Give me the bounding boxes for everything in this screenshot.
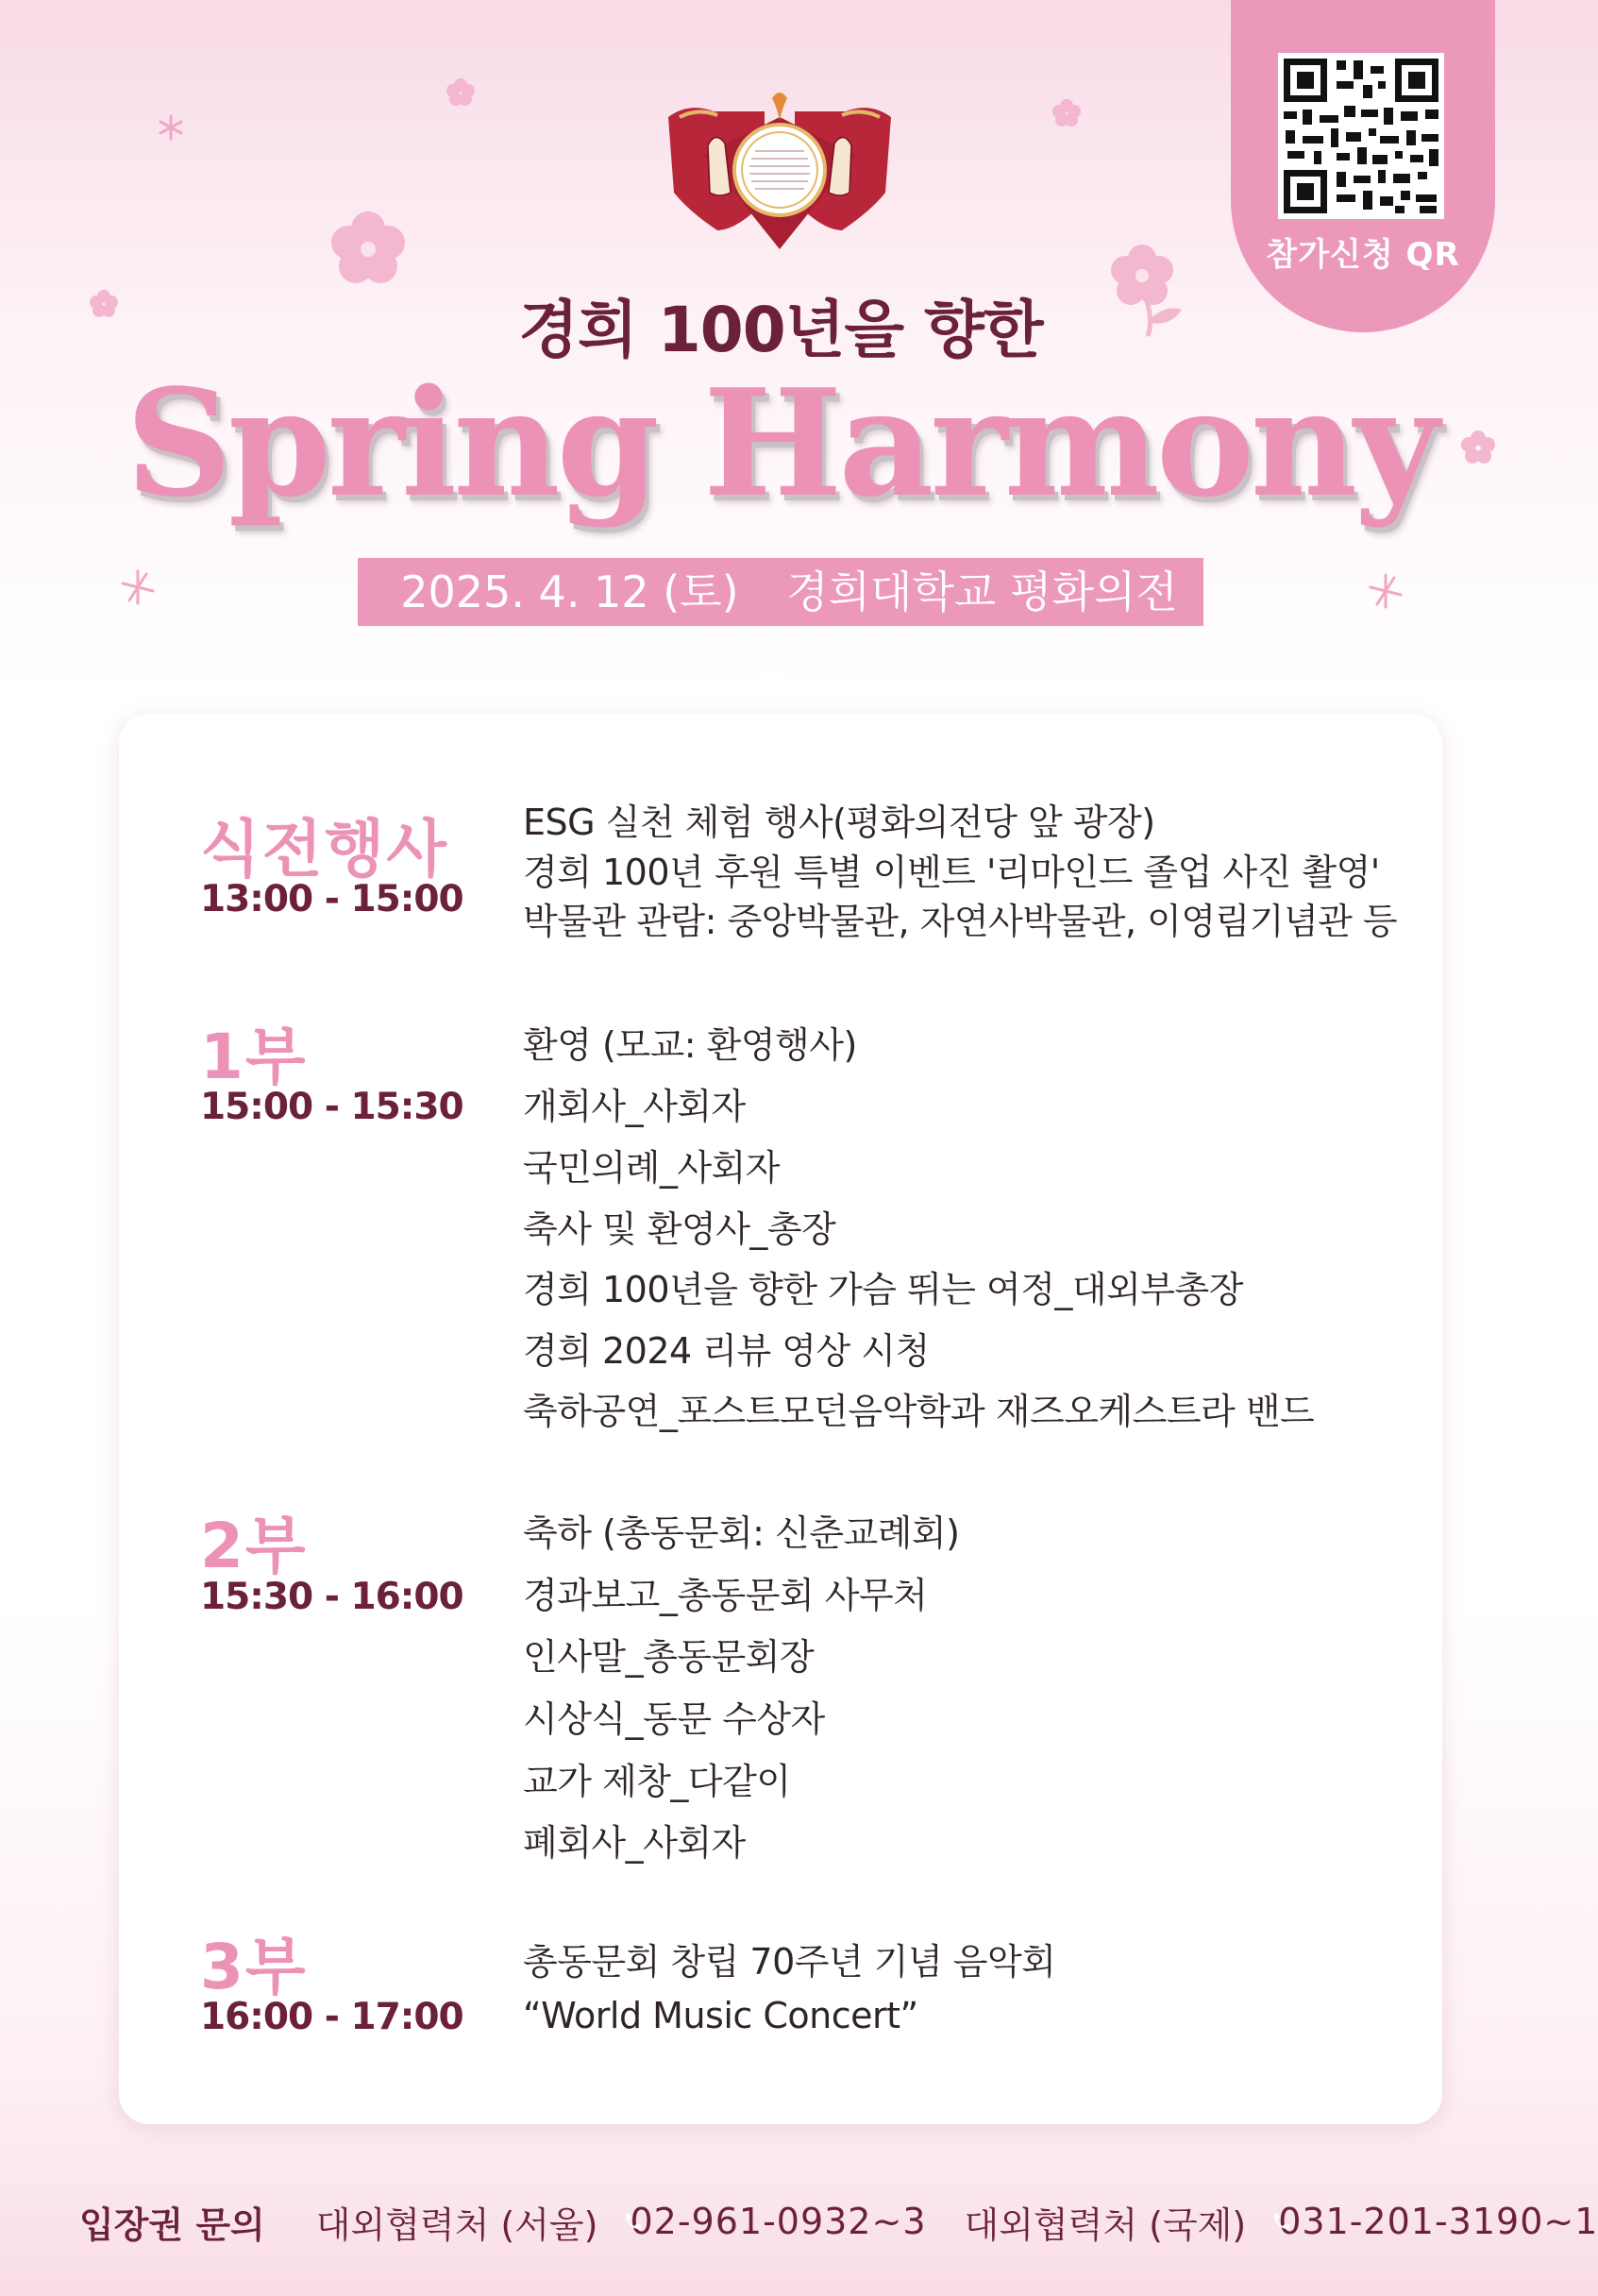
contact-phone[interactable]: 031-201-3190~1 [1278,2201,1598,2242]
sparkle-icon [119,568,157,606]
footer-label: 입장권 문의 [79,2203,265,2246]
list-item: 경과보고_총동문회 사무처 [523,1575,928,1616]
list-item: 경희 2024 리뷰 영상 시청 [523,1330,930,1372]
list-item: 개회사_사회자 [523,1086,746,1127]
contact-org: 대외협력처 (국제) [964,2203,1247,2246]
university-emblem-icon [661,89,899,249]
list-item: 인사말_총동문회장 [523,1636,815,1678]
section-title: 2부 [200,1510,308,1582]
section-time: 15:30 - 16:00 [200,1576,463,1618]
sparkle-icon [1367,572,1405,610]
flower-icon [444,76,478,110]
section-time: 13:00 - 15:00 [200,878,463,920]
sparkle-icon [157,113,185,142]
event-title: Spring Harmony [126,357,1436,530]
list-item: 교가 제창_다같이 [523,1761,791,1802]
list-item: 축하공연_포스트모던음악학과 재즈오케스트라 밴드 [523,1391,1315,1432]
section-title: 식전행사 [200,813,449,886]
date-venue-bar [358,558,1203,685]
list-item: 축하 (총동문회: 신춘교례회) [523,1512,960,1554]
list-item: 박물관 관람: 중앙박물관, 자연사박물관, 이영림기념관 등 [523,901,1398,942]
list-item: 환영 (모교: 환영행사) [523,1024,857,1066]
list-item: ESG 실천 체험 행사(평화의전당 앞 광장) [523,802,1155,843]
section-title: 1부 [200,1021,308,1093]
section-title: 3부 [200,1931,308,2003]
event-subtitle: 경희 100년을 향한 [518,294,1043,366]
ticket-inquiry-footer [79,2193,1598,2250]
list-item: 축사 및 환영사_총장 [523,1208,836,1250]
qr-label: 참가신청 QR [1266,236,1460,274]
flower-icon [1050,96,1084,130]
qr-code-icon[interactable] [1278,53,1444,219]
list-item: 시상식_동문 수상자 [523,1698,825,1740]
list-item: 총동문회 창립 70주년 기념 음악회 [523,1941,1056,1983]
list-item: 경희 100년 후원 특별 이벤트 '리마인드 졸업 사진 촬영' [523,852,1380,893]
contact-phone[interactable]: 02-961-0932~3 [630,2201,927,2242]
list-item: “World Music Concert” [523,1995,918,2036]
contact-org: 대외협력처 (서울) [315,2203,598,2246]
list-item: 국민의례_사회자 [523,1147,780,1189]
section-time: 16:00 - 17:00 [200,1996,463,2038]
event-date: 2025. 4. 12 (토) [400,566,739,617]
list-item: 경희 100년을 향한 가슴 뛰는 여정_대외부총장 [523,1269,1243,1310]
list-item: 폐회사_사회자 [523,1822,746,1864]
event-venue: 경희대학교 평화의전당 [750,566,1178,685]
section-time: 15:00 - 15:30 [200,1086,463,1128]
